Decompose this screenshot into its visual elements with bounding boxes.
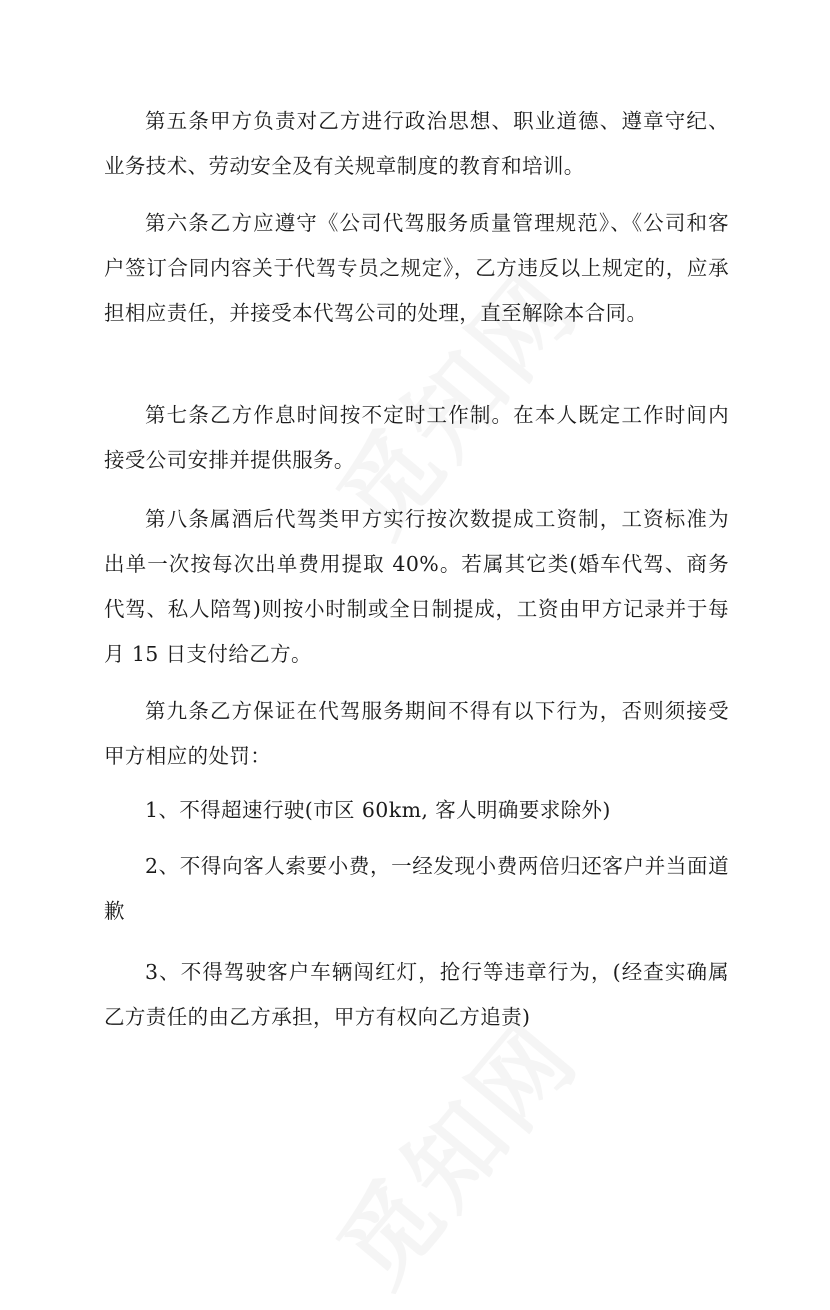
paragraph-article-6: 第六条乙方应遵守《公司代驾服务质量管理规范》、《公司和客户签订合同内容关于代驾专员之规定》，乙方违反以上规定的，应承担相应责任，并接受本代驾公司的处理，直至解除本合同。 (104, 211, 729, 325)
list-item-1: 1、不得超速行驶(市区 60km, 客人明确要求除外) (145, 798, 611, 822)
list-item-3: 3、不得驾驶客户车辆闯红灯，抢行等违章行为，(经查实确属乙方责任的由乙方承担，甲方有权向乙方追责) (104, 960, 729, 1029)
paragraph-article-7: 第七条乙方作息时间按不定时工作制。在本人既定工作时间内接受公司安排并提供服务。 (104, 403, 729, 472)
paragraph-article-5: 第五条甲方负责对乙方进行政治思想、职业道德、遵章守纪、业务技术、劳动安全及有关规章制度的教育和培训。 (104, 109, 729, 178)
paragraph-article-9: 第九条乙方保证在代驾服务期间不得有以下行为，否则须接受甲方相应的处罚： (104, 699, 729, 768)
paragraph-article-8: 第八条属酒后代驾类甲方实行按次数提成工资制，工资标准为出单一次按每次出单费用提取 40%。若属其它类(婚车代驾、商务代驾、私人陪驾)则按小时制或全日制提成，工资由甲方记录并于每月 15 日支付给乙方。 (104, 507, 729, 666)
list-item-2: 2、不得向客人索要小费，一经发现小费两倍归还客户并当面道歉 (104, 854, 729, 923)
